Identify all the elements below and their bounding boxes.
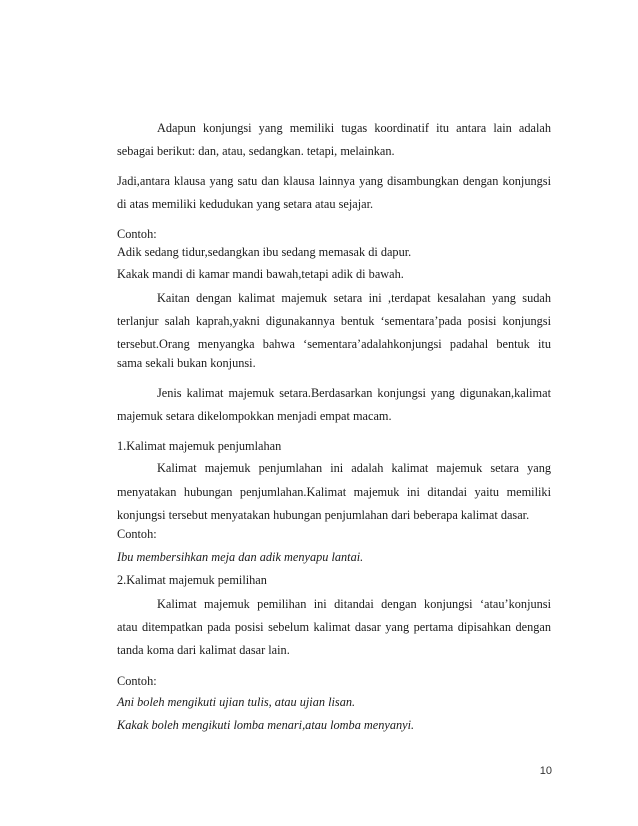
example-sentence: Ani boleh mengikuti ujian tulis, atau ujian lisan. (117, 695, 356, 709)
text-line: Adik sedang tidur,sedangkan ibu sedang memasak di dapur. (117, 245, 412, 259)
text-line: Kalimat majemuk pemilihan ini ditandai dengan konjungsi ‘atau’konjunsi (157, 597, 551, 611)
text-line: tanda koma dari kalimat dasar lain. (117, 643, 290, 657)
text-line: Contoh: (117, 227, 157, 241)
text-line: sama sekali bukan konjunsi. (117, 356, 256, 370)
text-line: Contoh: (117, 527, 157, 541)
text-line: majemuk setara dikelompokkan menjadi empat macam. (117, 409, 392, 423)
text-line: Adapun konjungsi yang memiliki tugas koordinatif itu antara lain adalah (157, 121, 551, 135)
text-line: di atas memiliki kedudukan yang setara atau sejajar. (117, 197, 374, 211)
text-line: Contoh: (117, 674, 157, 688)
example-sentence: Kakak boleh mengikuti lomba menari,atau lomba menyanyi. (117, 718, 415, 732)
text-line: terlanjur salah kaprah,yakni digunakannya bentuk ‘sementara’pada posisi konjungsi (117, 314, 551, 328)
text-line: konjungsi tersebut menyatakan hubungan penjumlahan dari beberapa kalimat dasar. (117, 508, 530, 522)
text-line: Jadi,antara klausa yang satu dan klausa lainnya yang disambungkan dengan konjungsi (117, 174, 551, 188)
text-line: 1.Kalimat majemuk penjumlahan (117, 439, 282, 453)
text-line: atau ditempatkan pada posisi sebelum kalimat dasar yang pertama dipisahkan dengan (117, 620, 551, 634)
text-line: tersebut.Orang menyangka bahwa ‘sementara’adalahkonjungsi padahal bentuk itu (117, 337, 551, 351)
text-line: Kakak mandi di kamar mandi bawah,tetapi adik di bawah. (117, 267, 404, 281)
text-line: sebagai berikut: dan, atau, sedangkan. tetapi, melainkan. (117, 144, 395, 158)
text-line: Kalimat majemuk penjumlahan ini adalah kalimat majemuk setara yang (157, 461, 551, 475)
text-line: Kaitan dengan kalimat majemuk setara ini ,terdapat kesalahan yang sudah (157, 291, 551, 305)
example-sentence: Ibu membersihkan meja dan adik menyapu lantai. (117, 550, 364, 564)
page-number: 10 (539, 765, 552, 777)
text-line: 2.Kalimat majemuk pemilihan (117, 573, 267, 587)
text-line: menyatakan hubungan penjumlahan.Kalimat majemuk ini ditandai yaitu memiliki (117, 485, 551, 499)
text-line: Jenis kalimat majemuk setara.Berdasarkan konjungsi yang digunakan,kalimat (157, 386, 551, 400)
